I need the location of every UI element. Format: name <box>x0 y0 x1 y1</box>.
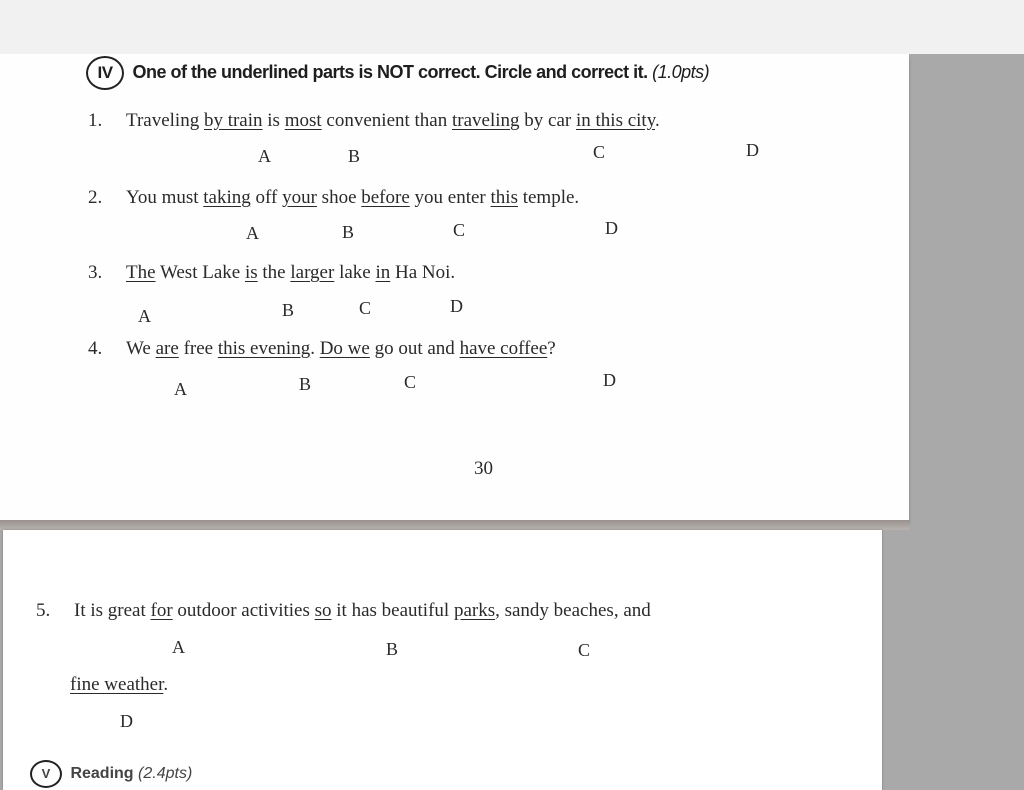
underlined-option-b[interactable]: so <box>314 600 332 621</box>
option-label-b: B <box>299 374 312 394</box>
option-label-a: A <box>246 223 259 243</box>
question-2: 2. You must taking off your shoe before you enter this temple. <box>88 187 580 208</box>
underlined-option-c[interactable]: parks <box>453 600 496 621</box>
next-section-badge: V <box>30 760 62 788</box>
worksheet-page-2 <box>3 530 882 790</box>
underlined-option-b[interactable]: most <box>284 110 322 131</box>
underlined-option-a[interactable]: by train <box>203 110 263 131</box>
option-label-c: C <box>359 298 372 318</box>
option-label-c: C <box>453 220 466 240</box>
section-heading <box>86 56 709 90</box>
option-label-c: C <box>404 372 417 392</box>
underlined-option-b[interactable]: is <box>244 262 258 283</box>
page-number: 30 <box>474 458 493 479</box>
option-label-b: B <box>342 222 355 242</box>
underlined-option-c[interactable]: before <box>361 187 410 208</box>
underlined-option-b[interactable]: your <box>282 187 317 208</box>
underlined-option-c[interactable]: Do we <box>319 338 370 359</box>
underlined-option-d[interactable]: fine weather <box>70 674 164 695</box>
underlined-option-a[interactable]: for <box>150 600 173 621</box>
question-5-line-2: fine weather. <box>70 674 169 695</box>
option-label-c: C <box>578 640 591 660</box>
option-label-b: B <box>386 639 399 659</box>
underlined-option-d[interactable]: this <box>490 187 518 208</box>
next-section-points: (2.4pts) <box>138 765 193 783</box>
option-label-a: A <box>258 146 271 166</box>
underlined-option-d[interactable]: in this city <box>575 110 655 131</box>
underlined-option-d[interactable]: have coffee <box>459 338 548 359</box>
underlined-option-c[interactable]: traveling <box>452 110 520 131</box>
option-label-c: C <box>593 142 606 162</box>
underlined-option-a[interactable]: The <box>126 262 156 283</box>
page-edge <box>0 520 909 530</box>
option-label-a: A <box>138 306 151 326</box>
section-points: (1.0pts) <box>652 61 710 82</box>
option-label-b: B <box>282 300 295 320</box>
top-strip <box>0 0 1024 54</box>
question-3: 3. The West Lake is the larger lake in Ha Noi. <box>88 262 456 283</box>
option-label-b: B <box>348 146 361 166</box>
option-label-d: D <box>605 218 618 238</box>
option-label-d: D <box>450 296 463 316</box>
option-label-d: D <box>120 711 133 731</box>
option-label-d: D <box>746 140 759 160</box>
question-4: 4. We are free this evening. Do we go out and have coffee? <box>88 338 556 359</box>
underlined-option-b[interactable]: this evening <box>217 338 311 359</box>
section-instruction: One of the underlined parts is NOT correct. Circle and correct it. <box>132 61 648 82</box>
next-section-heading <box>30 760 192 788</box>
underlined-option-d[interactable]: in <box>375 262 391 283</box>
section-number-badge: IV <box>86 56 124 90</box>
next-section-title: Reading <box>70 765 134 783</box>
question-1: 1. Traveling by train is most convenient than traveling by car in this city. <box>88 110 660 131</box>
option-label-a: A <box>172 637 185 657</box>
underlined-option-a[interactable]: are <box>155 338 179 359</box>
underlined-option-c[interactable]: larger <box>290 262 335 283</box>
option-label-a: A <box>174 379 187 399</box>
underlined-option-a[interactable]: taking <box>203 187 251 208</box>
question-5: 5. It is great for outdoor activities so it has beautiful parks, sandy beaches, and <box>36 600 651 621</box>
option-label-d: D <box>603 370 616 390</box>
